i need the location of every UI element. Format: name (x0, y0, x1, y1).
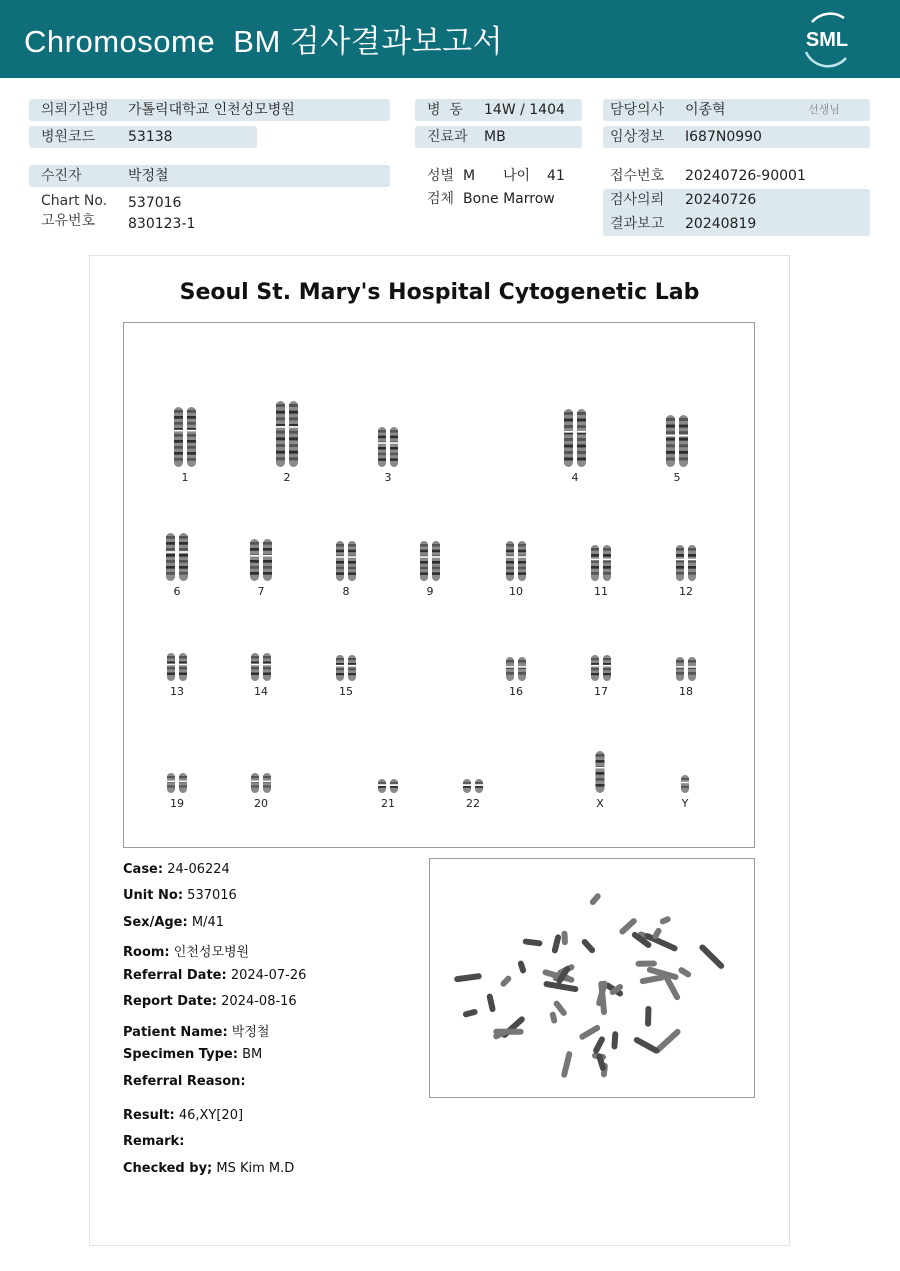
sml-logo (792, 8, 862, 70)
chromosome-number-label: 15 (339, 685, 353, 698)
chromosome-number-label: 17 (594, 685, 608, 698)
chromosome-number-label: 8 (342, 585, 350, 598)
receipt-no-field (603, 165, 870, 187)
unique-no-value: 830123-1 (128, 216, 196, 232)
metaphase-spread-image (429, 858, 755, 1098)
chromosome-number-label: 20 (254, 797, 268, 810)
info-unit-no: Unit No: 537016 (123, 888, 237, 903)
specimen-field (415, 188, 595, 210)
chromosome-y (655, 717, 715, 810)
info-referral-reason: Referral Reason: (123, 1074, 246, 1089)
chromosome-10 (486, 505, 546, 598)
chromosome-number-label: 12 (679, 585, 693, 598)
karyotype-report-sheet (89, 255, 790, 1246)
dates-field (603, 189, 870, 236)
chromosome-number-label: 4 (571, 471, 579, 484)
chromosome-pair-graphic (656, 605, 716, 683)
chromosome-14 (231, 605, 291, 698)
info-checked-by: Checked by; MS Kim M.D (123, 1161, 295, 1176)
info-sex-age: Sex/Age: M/41 (123, 915, 224, 930)
chromosome-number-label: 22 (466, 797, 480, 810)
clinical-info-value: I687N0990 (685, 129, 762, 145)
chromosome-pair-graphic (545, 391, 605, 469)
chromosome-8 (316, 505, 376, 598)
chromosome-number-label: 10 (509, 585, 523, 598)
info-case: Case: 24-06224 (123, 862, 230, 877)
unique-no-label: 고유번호 (41, 213, 96, 229)
doctor-field (603, 99, 870, 121)
patient-field (29, 165, 390, 187)
logo-text: SML (805, 29, 849, 51)
chromosome-pair-graphic (571, 605, 631, 683)
chromosome-pair-graphic (486, 605, 546, 683)
chromosome-pair-graphic (655, 717, 715, 795)
chromosome-1 (155, 391, 215, 484)
chromosome-13 (147, 605, 207, 698)
chromosome-pair-graphic (570, 717, 630, 795)
chromosome-2 (257, 391, 317, 484)
test-request-value: 20240726 (685, 192, 757, 208)
chromosome-pair-graphic (656, 505, 716, 583)
chromosome-pair-graphic (147, 605, 207, 683)
chromosome-number-label: 9 (426, 585, 434, 598)
age-value: 41 (547, 168, 565, 184)
chromosome-pair-graphic (647, 391, 707, 469)
info-remark: Remark: (123, 1134, 185, 1149)
department-field (415, 126, 582, 148)
doctor-label: 담당의사 (610, 102, 665, 118)
chromosome-6 (147, 505, 207, 598)
chromosome-4 (545, 391, 605, 484)
chromosome-pair-graphic (443, 717, 503, 795)
chromosome-pair-graphic (571, 505, 631, 583)
unique-no-field (29, 210, 390, 232)
chart-no-value: 537016 (128, 195, 182, 211)
test-request-label: 검사의뢰 (610, 192, 665, 208)
chromosome-number-label: 21 (381, 797, 395, 810)
info-specimen-type: Specimen Type: BM (123, 1047, 263, 1062)
chromosome-pair-graphic (358, 391, 418, 469)
sex-label: 성별 (427, 168, 455, 184)
hospital-code-field (29, 126, 257, 148)
chromosome-pair-graphic (486, 505, 546, 583)
result-report-label: 결과보고 (610, 216, 665, 232)
hospital-code-value: 53138 (128, 129, 173, 145)
chromosome-11 (571, 505, 631, 598)
chromosome-pair-graphic (400, 505, 460, 583)
chromosome-15 (316, 605, 376, 698)
info-room: Room: 인천성모병원 (123, 945, 250, 960)
specimen-value: Bone Marrow (463, 191, 555, 207)
chromosome-number-label: X (596, 797, 604, 810)
doctor-value: 이종혁 (685, 102, 726, 118)
chromosome-pair-graphic (147, 717, 207, 795)
chromosome-7 (231, 505, 291, 598)
karyogram-panel (123, 322, 755, 848)
chromosome-pair-graphic (358, 717, 418, 795)
chromosome-9 (400, 505, 460, 598)
result-report-value: 20240819 (685, 216, 757, 232)
chromosome-number-label: 1 (181, 471, 189, 484)
chromosome-number-label: 13 (170, 685, 184, 698)
info-result: Result: 46,XY[20] (123, 1108, 244, 1123)
ward-value: 14W / 1404 (484, 102, 565, 118)
chart-no-label: Chart No. (41, 193, 108, 209)
chromosome-22 (443, 717, 503, 810)
hospital-code-label: 병원코드 (41, 129, 96, 145)
report-title: Chromosome BM 검사결과보고서 (24, 24, 504, 59)
info-referral-date: Referral Date: 2024-07-26 (123, 968, 307, 983)
chromosome-number-label: 6 (173, 585, 181, 598)
chromosome-19 (147, 717, 207, 810)
ward-label: 병 동 (427, 102, 463, 118)
ward-field (415, 99, 582, 121)
chromosome-5 (647, 391, 707, 484)
chromosome-number-label: 19 (170, 797, 184, 810)
chromosome-pair-graphic (155, 391, 215, 469)
chromosome-pair-graphic (231, 717, 291, 795)
chromosome-3 (358, 391, 418, 484)
chromosome-16 (486, 605, 546, 698)
chromosome-number-label: 2 (283, 471, 291, 484)
chromosome-pair-graphic (231, 505, 291, 583)
chromosome-pair-graphic (147, 505, 207, 583)
receipt-no-label: 접수번호 (610, 168, 665, 184)
lab-title: Seoul St. Mary's Hospital Cytogenetic Lab (179, 280, 700, 305)
chromosome-x (570, 717, 630, 810)
chromosome-number-label: Y (681, 797, 689, 810)
chromosome-21 (358, 717, 418, 810)
chromosome-pair-graphic (231, 605, 291, 683)
chromosome-number-label: 11 (594, 585, 608, 598)
clinical-info-field (603, 126, 870, 148)
sex-value: M (463, 168, 476, 184)
chart-no-field (29, 190, 390, 212)
age-label: 나이 (503, 168, 531, 184)
institution-field (29, 99, 390, 121)
chromosome-number-label: 3 (384, 471, 392, 484)
department-value: MB (484, 129, 506, 145)
chromosome-pair-graphic (257, 391, 317, 469)
department-label: 진료과 (427, 129, 468, 145)
info-patient-name: Patient Name: 박정철 (123, 1025, 270, 1040)
doctor-suffix: 선생님 (808, 103, 840, 116)
clinical-info-label: 임상정보 (610, 129, 665, 145)
chromosome-pair-graphic (316, 605, 376, 683)
chromosome-number-label: 5 (673, 471, 681, 484)
receipt-no-value: 20240726-90001 (685, 168, 806, 184)
chromosome-12 (656, 505, 716, 598)
institution-value: 가톨릭대학교 인천성모병원 (128, 102, 295, 118)
chromosome-20 (231, 717, 291, 810)
chromosome-pair-graphic (316, 505, 376, 583)
info-report-date: Report Date: 2024-08-16 (123, 994, 297, 1009)
chromosome-number-label: 7 (257, 585, 265, 598)
chromosome-18 (656, 605, 716, 698)
chromosome-number-label: 16 (509, 685, 523, 698)
sex-age-field (415, 165, 595, 187)
chromosome-number-label: 18 (679, 685, 693, 698)
chromosome-number-label: 14 (254, 685, 268, 698)
specimen-label: 검체 (427, 191, 455, 207)
patient-label: 수진자 (41, 168, 82, 184)
header-banner (0, 0, 900, 78)
chromosome-17 (571, 605, 631, 698)
patient-value: 박정철 (128, 168, 169, 184)
institution-label: 의뢰기관명 (41, 102, 109, 118)
